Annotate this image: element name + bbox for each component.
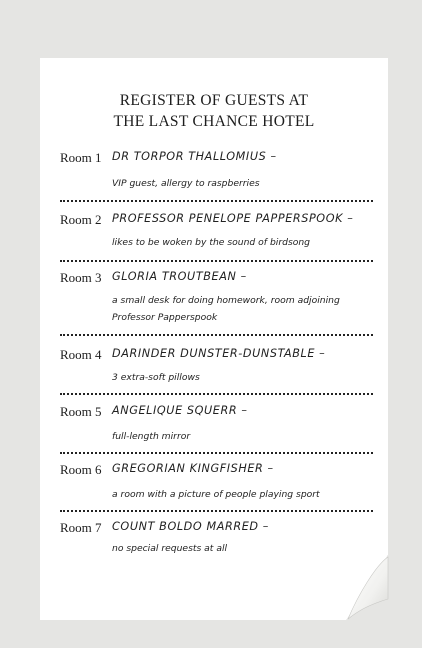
guest-request: a small desk for doing homework, room adjoining — [112, 295, 340, 306]
guest-name: GLORIA TROUTBEAN – — [112, 270, 247, 283]
guest-request: full-length mirror — [112, 431, 191, 442]
dotted-divider — [60, 260, 373, 262]
register-title-line-2: THE LAST CHANCE HOTEL — [113, 113, 315, 130]
guest-name: DARINDER DUNSTER-DUNSTABLE – — [112, 347, 326, 360]
room-number: Room 3 — [60, 270, 102, 285]
register-title — [40, 90, 388, 132]
dotted-divider — [60, 393, 373, 395]
dotted-divider — [60, 334, 373, 336]
guest-request: likes to be woken by the sound of birdsong — [112, 237, 311, 248]
guest-request: 3 extra-soft pillows — [112, 372, 200, 383]
dotted-divider — [60, 200, 373, 202]
room-number: Room 6 — [60, 462, 102, 477]
room-number: Room 2 — [60, 212, 102, 227]
guest-name: PROFESSOR PENELOPE PAPPERSPOOK – — [112, 212, 354, 225]
guest-request: a room with a picture of people playing sport — [112, 489, 320, 500]
guest-request: VIP guest, allergy to raspberries — [112, 178, 260, 189]
room-number: Room 1 — [60, 150, 102, 165]
room-number: Room 4 — [60, 347, 102, 362]
room-number: Room 5 — [60, 404, 102, 419]
guest-name: GREGORIAN KINGFISHER – — [112, 462, 274, 475]
guest-request: no special requests at all — [112, 543, 228, 554]
guest-request-continued: Professor Papperspook — [112, 312, 218, 323]
guest-name: COUNT BOLDO MARRED – — [112, 520, 269, 533]
dotted-divider — [60, 510, 373, 512]
dotted-divider — [60, 452, 373, 454]
register-title-line-1: REGISTER OF GUESTS AT — [119, 92, 309, 109]
room-number: Room 7 — [60, 520, 102, 535]
guest-name: ANGELIQUE SQUERR – — [112, 404, 248, 417]
guest-name: DR TORPOR THALLOMIUS – — [112, 150, 277, 163]
